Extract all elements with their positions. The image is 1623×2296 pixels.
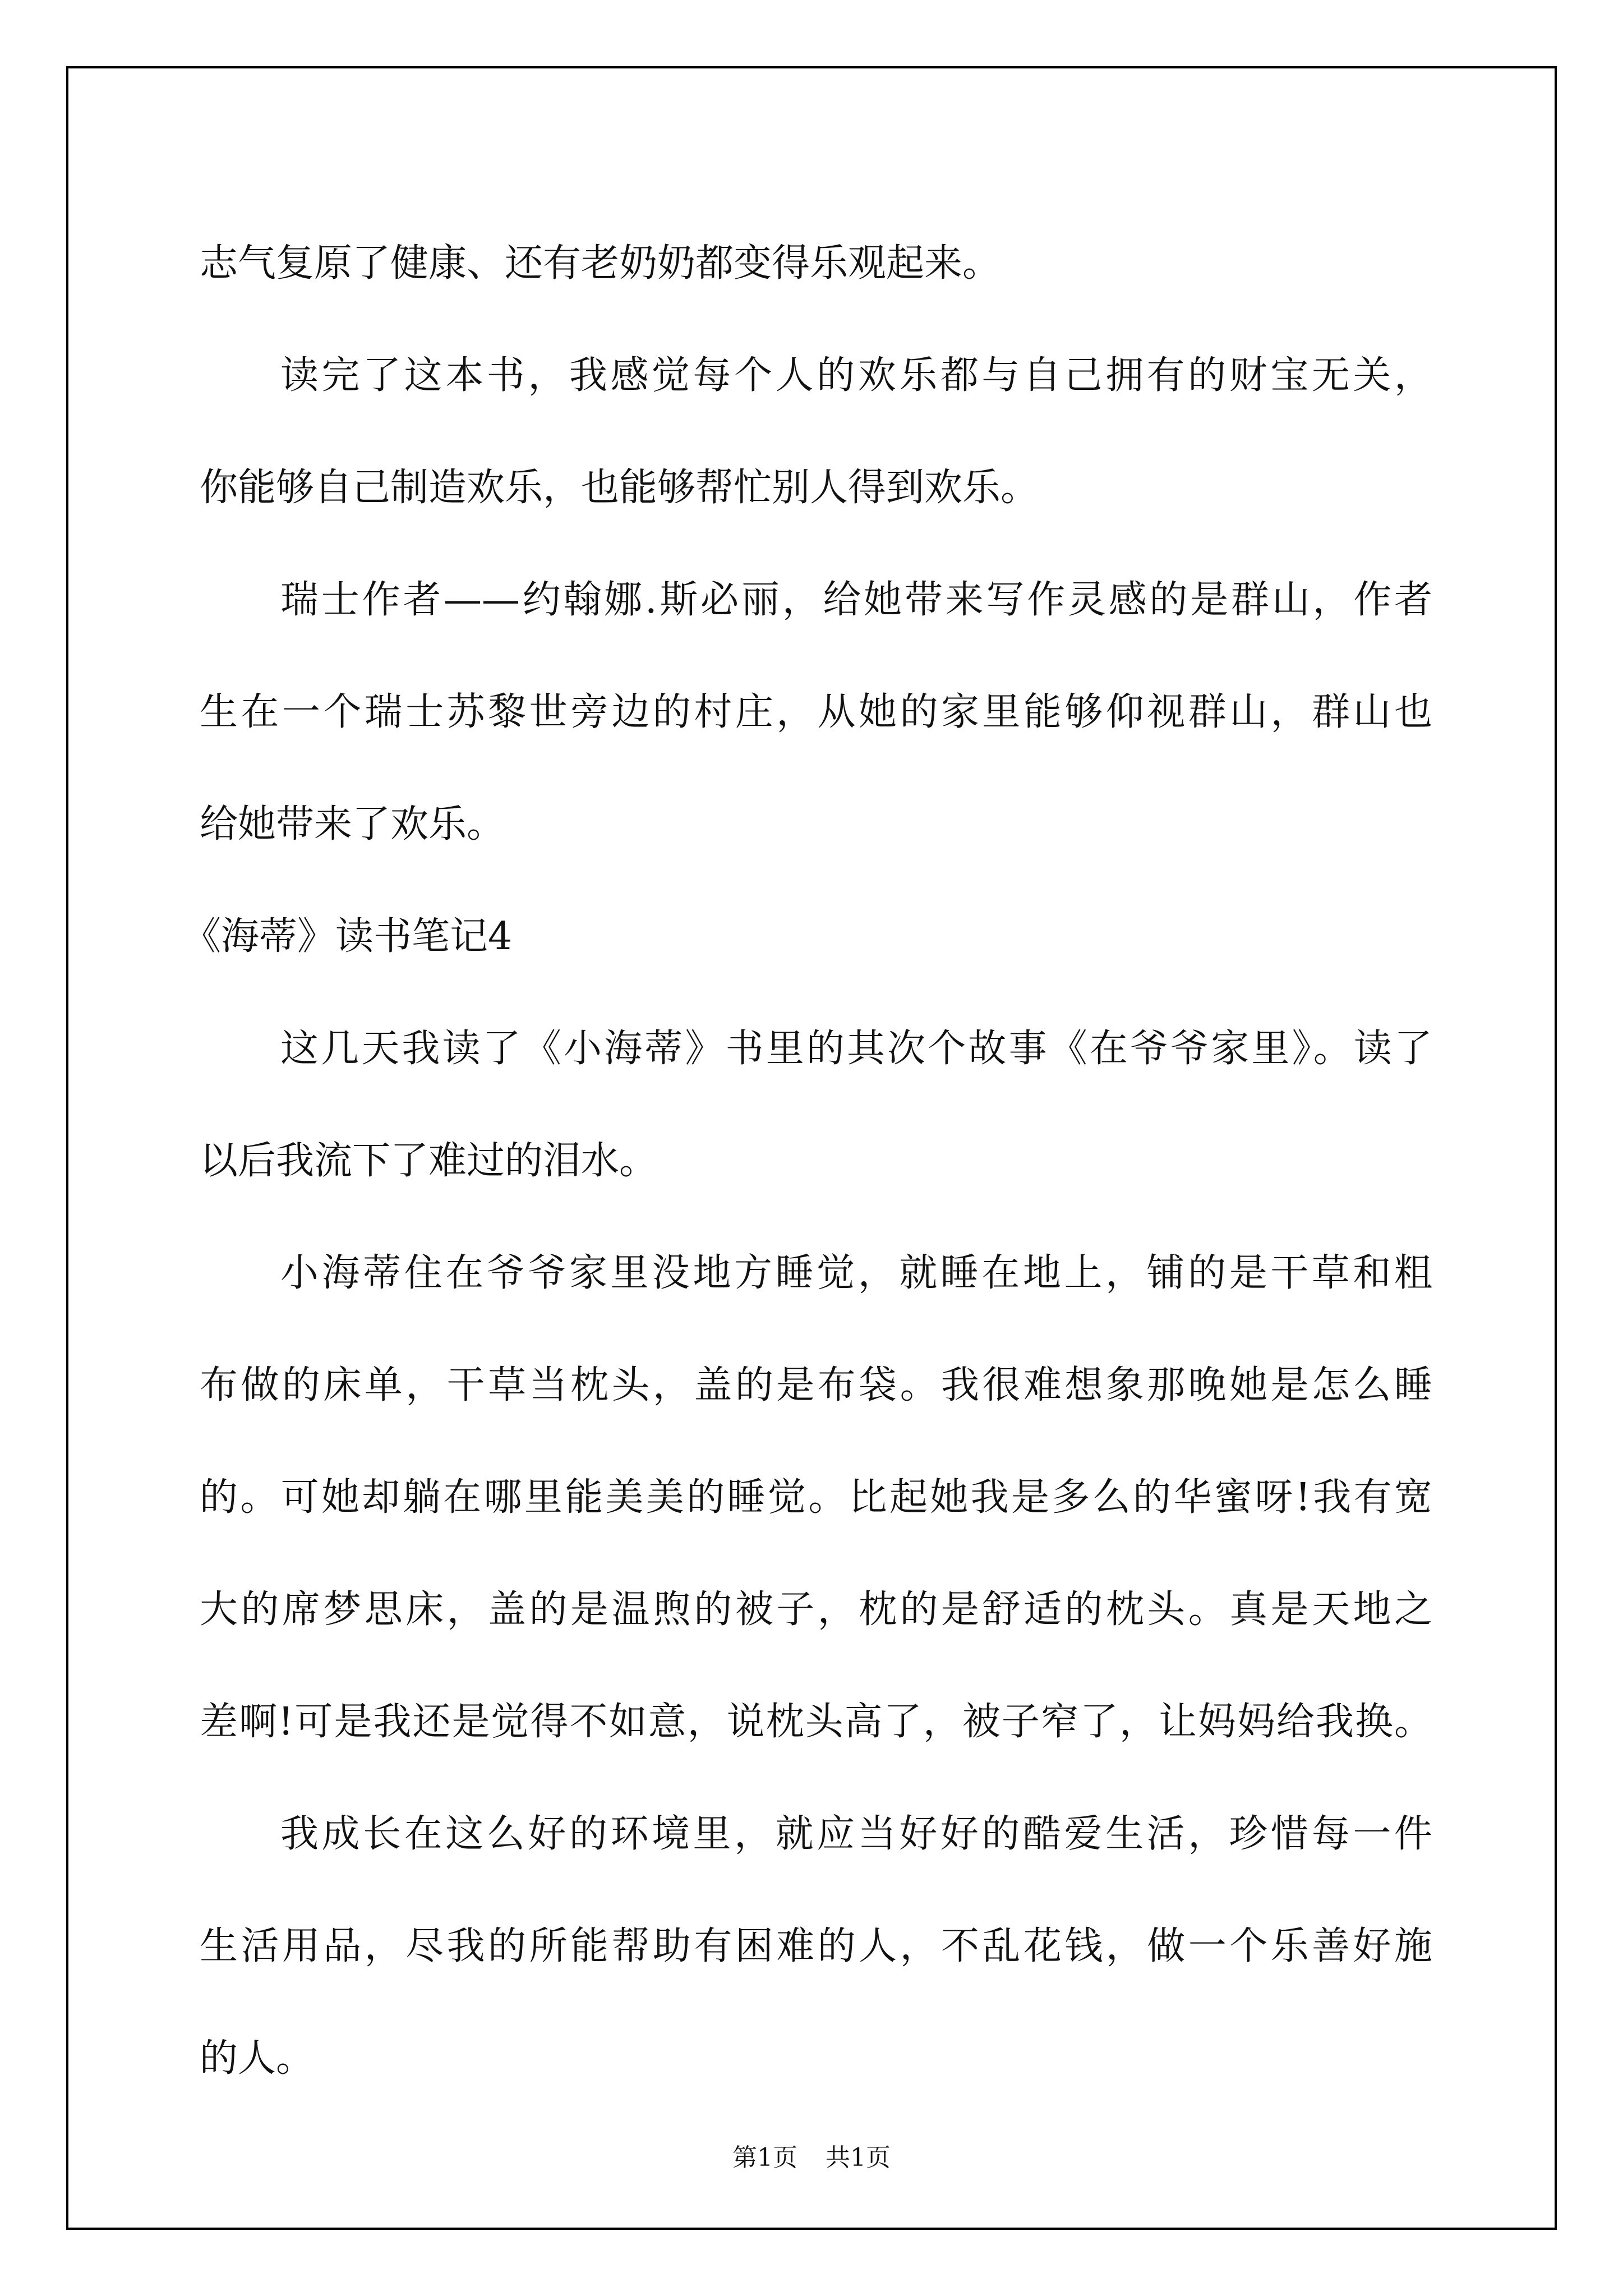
paragraph-line: 布做的床单，干草当枕头，盖的是布袋。我很难想象那晚她是怎么睡 (200, 1363, 1432, 1407)
paragraph-line: 的。可她却躺在哪里能美美的睡觉。比起她我是多么的华蜜呀!我有宽 (200, 1475, 1432, 1520)
page-number: 第1页 (732, 2143, 797, 2172)
paragraph-line: 我成长在这么好的环境里，就应当好好的酷爱生活，珍惜每一件 (280, 1812, 1432, 1856)
paragraph-line: 志气复原了健康、还有老奶奶都变得乐观起来。 (200, 241, 1001, 286)
paragraph-line: 你能够自己制造欢乐，也能够帮忙别人得到欢乐。 (200, 466, 1039, 510)
paragraph-line: 以后我流下了难过的泪水。 (200, 1139, 658, 1183)
page-total: 共1页 (826, 2143, 891, 2172)
document-body (183, 208, 1432, 2115)
paragraph-line: 生活用品，尽我的所能帮助有困难的人，不乱花钱，做一个乐善好施 (200, 1924, 1432, 1968)
paragraph-line: 差啊!可是我还是觉得不如意，说枕头高了，被子窄了，让妈妈给我换。 (200, 1700, 1432, 1744)
paragraph-line: 生在一个瑞士苏黎世旁边的村庄，从她的家里能够仰视群山，群山也 (200, 690, 1432, 734)
paragraph-line: 给她带来了欢乐。 (200, 802, 505, 846)
paragraph-line: 小海蒂住在爷爷家里没地方睡觉，就睡在地上，铺的是干草和粗 (280, 1251, 1432, 1295)
paragraph-line: 读完了这本书，我感觉每个人的欢乐都与自己拥有的财宝无关， (280, 353, 1432, 398)
paragraph-line: 瑞士作者——约翰娜.斯必丽，给她带来写作灵感的是群山，作者 (280, 578, 1432, 622)
section-heading: 《海蒂》读书笔记4 (183, 914, 513, 959)
paragraph-line: 的人。 (200, 2036, 315, 2081)
page-footer (0, 2137, 1623, 2173)
paragraph-line: 这几天我读了《小海蒂》书里的其次个故事《在爷爷家里》。读了 (280, 1027, 1432, 1071)
paragraph-line: 大的席梦思床，盖的是温煦的被子，枕的是舒适的枕头。真是天地之 (200, 1588, 1432, 1632)
